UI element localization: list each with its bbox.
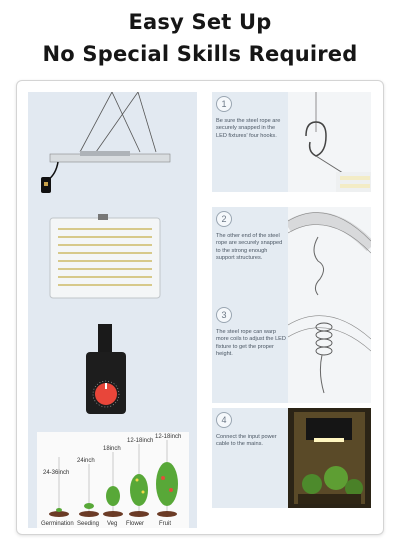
heading-line-2: No Special Skills Required: [42, 42, 358, 66]
product-panel: [28, 92, 197, 528]
hanging-fixture-illustration: [28, 92, 197, 202]
step-card-1: [212, 92, 371, 192]
stage-label-seeding: Seeding: [77, 521, 100, 527]
rope-on-bar-illustration: [288, 207, 371, 307]
stage-label-germination: Germination: [41, 521, 74, 527]
step-card-4: [212, 408, 371, 508]
height-label-5: 12-18inch: [155, 434, 182, 440]
step-number-2: 2: [216, 211, 232, 227]
height-label-4: 12-18inch: [127, 438, 154, 444]
hook-snap-illustration: [288, 92, 371, 192]
growth-stage-chart: [37, 432, 189, 528]
grow-tent-photo: [288, 408, 371, 508]
stage-label-veg: Veg: [107, 521, 118, 527]
height-label-2: 24inch: [77, 458, 95, 464]
step-text-4: Connect the input power cable to the mains.: [216, 434, 277, 448]
height-label-1: 24-36inch: [43, 470, 70, 476]
height-label-3: 18inch: [103, 446, 121, 452]
step-number-1: 1: [216, 96, 232, 112]
step-card-3: [212, 303, 371, 403]
step-text-2: The other end of the steel rope are securely snapped to the strong enough support structures.: [216, 233, 283, 262]
dimmer-knob-illustration: [28, 324, 197, 424]
step-text-3: The steel rope can warp more coils to adjust the LED fixture to get the proper height.: [216, 329, 286, 358]
step-number-4: 4: [216, 412, 232, 428]
step-card-2: [212, 207, 371, 307]
stage-label-flower: Flower: [126, 521, 145, 527]
led-board-illustration: [28, 212, 197, 302]
coiled-rope-illustration: [288, 303, 371, 403]
stage-label-fruit: Fruit: [159, 521, 171, 527]
heading-line-1: Easy Set Up: [128, 10, 272, 34]
step-number-3: 3: [216, 307, 232, 323]
step-text-1: Be sure the steel rope are securely snapped in the LED fixtures' four hooks.: [216, 118, 281, 139]
